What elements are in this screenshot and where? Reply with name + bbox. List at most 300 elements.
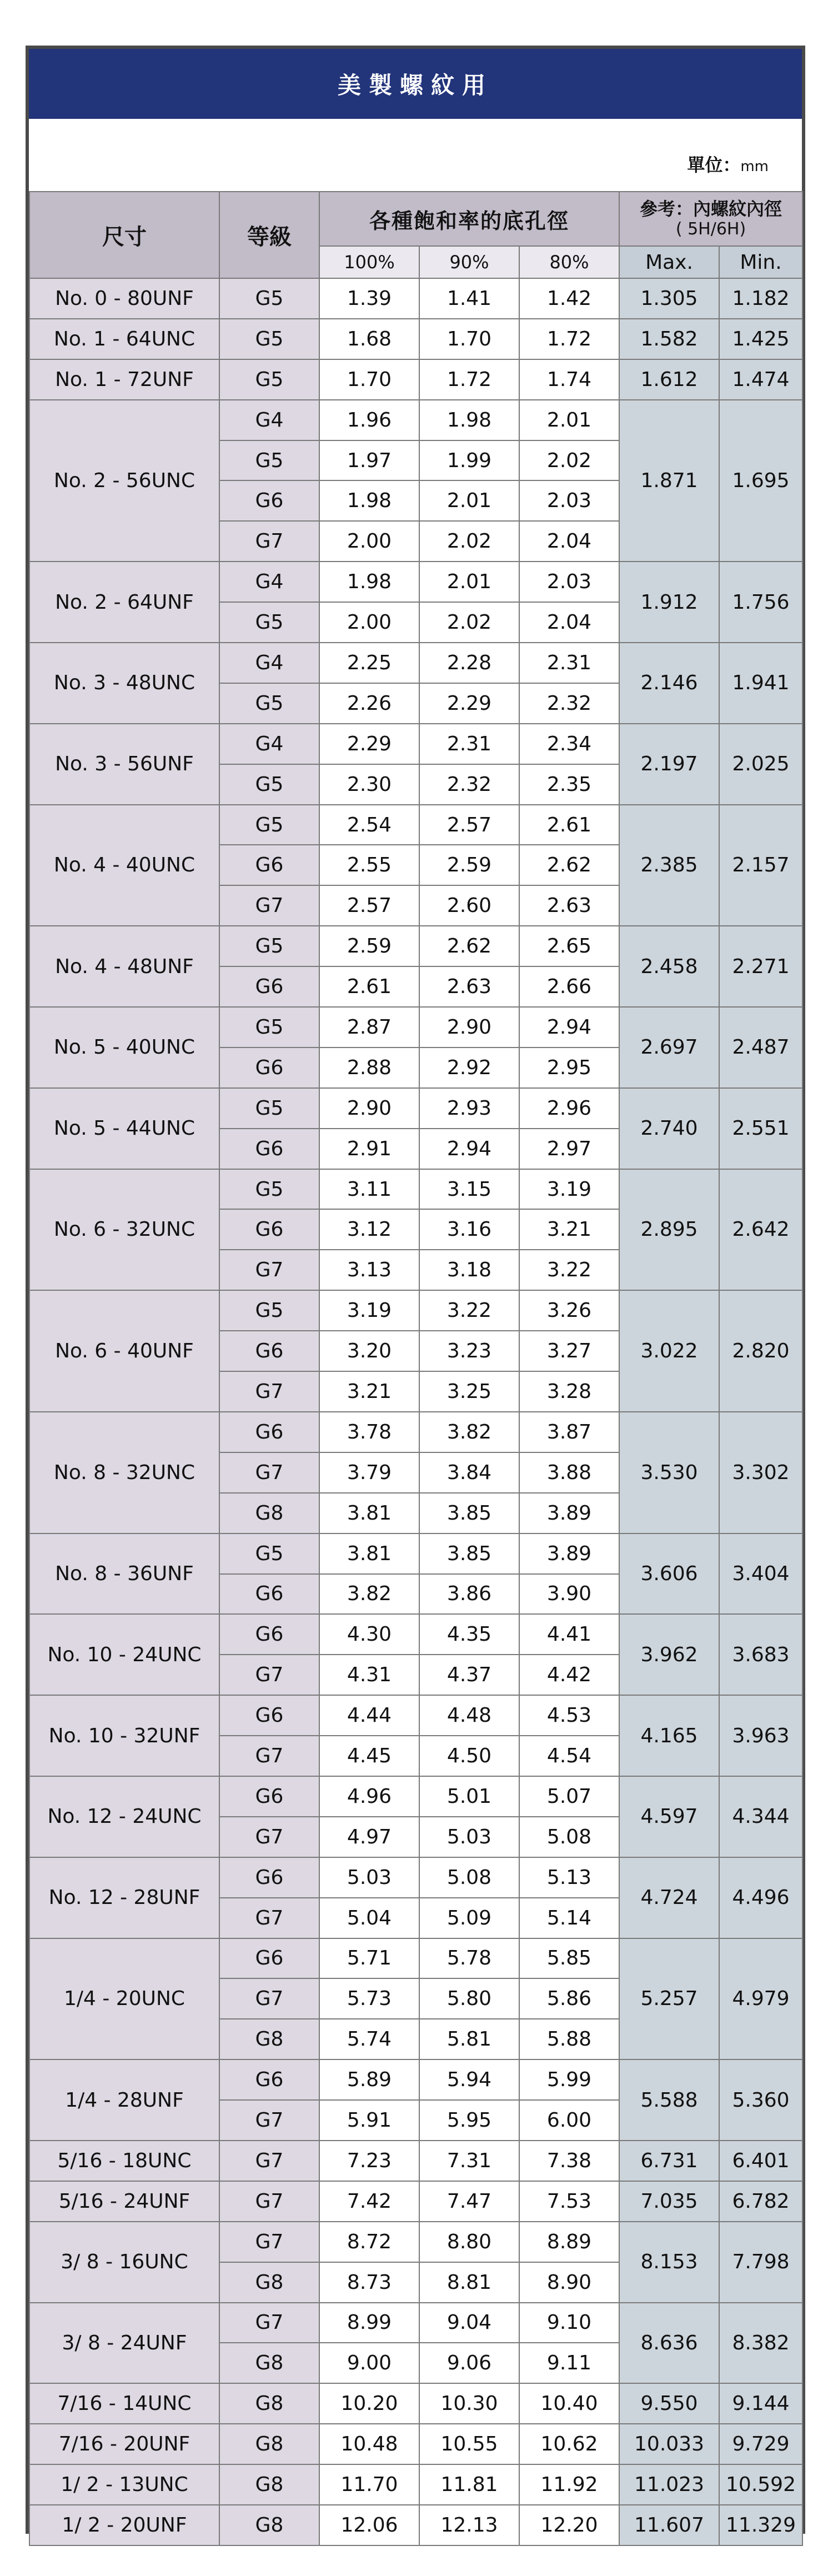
table-row <box>29 2181 802 2222</box>
drill-80-cell: 5.85 <box>519 1938 619 1979</box>
ref-min-cell: 4.496 <box>719 1857 802 1938</box>
drill-100-cell: 5.74 <box>319 2019 419 2059</box>
ref-max-cell: 9.550 <box>619 2383 719 2424</box>
drill-100-cell: 4.31 <box>319 1655 419 1695</box>
drill-100-cell: 3.79 <box>319 1452 419 1493</box>
header-100: 100% <box>319 246 419 278</box>
table-row <box>29 1169 802 1210</box>
size-cell: No. 6 - 32UNC <box>29 1169 219 1291</box>
grade-cell: G8 <box>219 2464 319 2505</box>
ref-min-cell: 1.695 <box>719 400 802 562</box>
grade-cell: G8 <box>219 2424 319 2464</box>
grade-cell: G5 <box>219 1088 319 1129</box>
drill-80-cell: 3.26 <box>519 1290 619 1331</box>
size-cell: No. 4 - 48UNF <box>29 926 219 1007</box>
ref-min-cell: 3.683 <box>719 1614 802 1695</box>
grade-cell: G5 <box>219 683 319 724</box>
grade-cell: G6 <box>219 845 319 885</box>
grade-cell: G5 <box>219 602 319 643</box>
ref-min-cell: 5.360 <box>719 2059 802 2141</box>
drill-80-cell: 12.20 <box>519 2505 619 2545</box>
size-cell: 1/ 2 - 13UNC <box>29 2464 219 2505</box>
drill-100-cell: 5.73 <box>319 1978 419 2019</box>
drill-100-cell: 4.96 <box>319 1776 419 1817</box>
drill-80-cell: 2.96 <box>519 1088 619 1129</box>
drill-90-cell: 5.95 <box>419 2100 519 2141</box>
size-cell: 7/16 - 20UNF <box>29 2424 219 2464</box>
table-row <box>29 805 802 845</box>
size-cell: No. 2 - 56UNC <box>29 400 219 562</box>
drill-80-cell: 2.35 <box>519 764 619 805</box>
drill-100-cell: 2.91 <box>319 1129 419 1169</box>
grade-cell: G4 <box>219 562 319 602</box>
drill-80-cell: 3.19 <box>519 1169 619 1210</box>
size-cell: No. 3 - 56UNF <box>29 724 219 805</box>
size-cell: No. 2 - 64UNF <box>29 562 219 643</box>
table-row <box>29 2505 802 2545</box>
drill-90-cell: 2.63 <box>419 966 519 1007</box>
drill-80-cell: 3.21 <box>519 1209 619 1250</box>
drill-100-cell: 3.21 <box>319 1371 419 1412</box>
header-reference <box>619 192 802 246</box>
drill-100-cell: 5.71 <box>319 1938 419 1979</box>
grade-cell: G7 <box>219 1250 319 1290</box>
size-cell: No. 8 - 36UNF <box>29 1533 219 1615</box>
grade-cell: G7 <box>219 2303 319 2343</box>
drill-100-cell: 3.20 <box>319 1331 419 1371</box>
grade-cell: G7 <box>219 1978 319 2019</box>
drill-90-cell: 1.41 <box>419 278 519 319</box>
grade-cell: G5 <box>219 1533 319 1574</box>
drill-90-cell: 5.08 <box>419 1857 519 1898</box>
header-max: Max. <box>619 246 719 278</box>
drill-90-cell: 4.37 <box>419 1655 519 1695</box>
ref-min-cell: 10.592 <box>719 2464 802 2505</box>
ref-max-cell: 1.871 <box>619 400 719 562</box>
drill-90-cell: 1.99 <box>419 440 519 481</box>
ref-min-cell: 1.941 <box>719 643 802 724</box>
drill-80-cell: 2.03 <box>519 562 619 602</box>
drill-90-cell: 2.32 <box>419 764 519 805</box>
drill-80-cell: 4.53 <box>519 1695 619 1736</box>
grade-cell: G7 <box>219 1655 319 1695</box>
grade-cell: G5 <box>219 1007 319 1048</box>
ref-max-cell: 4.724 <box>619 1857 719 1938</box>
drill-100-cell: 3.81 <box>319 1493 419 1533</box>
table-row <box>29 2303 802 2343</box>
grade-cell: G7 <box>219 1898 319 1938</box>
drill-90-cell: 4.35 <box>419 1614 519 1655</box>
size-cell: No. 5 - 44UNC <box>29 1088 219 1169</box>
header-reference-line2: ( 5H/6H) <box>675 219 746 239</box>
drill-100-cell: 5.03 <box>319 1857 419 1898</box>
grade-cell: G5 <box>219 764 319 805</box>
ref-max-cell: 2.197 <box>619 724 719 805</box>
drill-80-cell: 2.04 <box>519 602 619 643</box>
grade-cell: G6 <box>219 1048 319 1088</box>
drill-100-cell: 4.97 <box>319 1817 419 1857</box>
table-row <box>29 359 802 400</box>
ref-min-cell: 1.756 <box>719 562 802 643</box>
drill-100-cell: 2.61 <box>319 966 419 1007</box>
size-cell: No. 3 - 48UNC <box>29 643 219 724</box>
drill-100-cell: 7.23 <box>319 2141 419 2181</box>
drill-100-cell: 5.91 <box>319 2100 419 2141</box>
grade-cell: G6 <box>219 1857 319 1898</box>
grade-cell: G5 <box>219 278 319 319</box>
ref-max-cell: 7.035 <box>619 2181 719 2222</box>
size-cell: 5/16 - 18UNC <box>29 2141 219 2181</box>
grade-cell: G8 <box>219 2262 319 2303</box>
header-80: 80% <box>519 246 619 278</box>
drill-90-cell: 2.01 <box>419 480 519 521</box>
drill-80-cell: 3.28 <box>519 1371 619 1412</box>
ref-min-cell: 6.782 <box>719 2181 802 2222</box>
size-cell: No. 10 - 24UNC <box>29 1614 219 1695</box>
grade-cell: G7 <box>219 885 319 926</box>
drill-80-cell: 2.61 <box>519 805 619 845</box>
drill-80-cell: 6.00 <box>519 2100 619 2141</box>
table-row <box>29 1938 802 1979</box>
drill-80-cell: 5.13 <box>519 1857 619 1898</box>
drill-90-cell: 10.30 <box>419 2383 519 2424</box>
grade-cell: G5 <box>219 1290 319 1331</box>
grade-cell: G6 <box>219 1412 319 1452</box>
grade-cell: G6 <box>219 1938 319 1979</box>
ref-min-cell: 9.729 <box>719 2424 802 2464</box>
ref-max-cell: 10.033 <box>619 2424 719 2464</box>
drill-90-cell: 2.94 <box>419 1129 519 1169</box>
ref-max-cell: 8.153 <box>619 2222 719 2303</box>
drill-90-cell: 5.03 <box>419 1817 519 1857</box>
drill-90-cell: 3.85 <box>419 1533 519 1574</box>
table-row <box>29 2141 802 2181</box>
ref-min-cell: 2.642 <box>719 1169 802 1291</box>
drill-100-cell: 8.99 <box>319 2303 419 2343</box>
drill-100-cell: 9.00 <box>319 2343 419 2383</box>
ref-max-cell: 1.305 <box>619 278 719 319</box>
grade-cell: G7 <box>219 521 319 562</box>
size-cell: No. 1 - 72UNF <box>29 359 219 400</box>
drill-90-cell: 5.01 <box>419 1776 519 1817</box>
ref-min-cell: 2.025 <box>719 724 802 805</box>
ref-max-cell: 11.607 <box>619 2505 719 2545</box>
ref-min-cell: 9.144 <box>719 2383 802 2424</box>
drill-90-cell: 1.98 <box>419 400 519 440</box>
table-row <box>29 1290 802 1331</box>
size-cell: 1/4 - 20UNC <box>29 1938 219 2060</box>
drill-size-table <box>29 191 803 2546</box>
drill-100-cell: 2.87 <box>319 1007 419 1048</box>
drill-100-cell: 2.57 <box>319 885 419 926</box>
grade-cell: G8 <box>219 2383 319 2424</box>
drill-80-cell: 5.88 <box>519 2019 619 2059</box>
drill-100-cell: 5.89 <box>319 2059 419 2100</box>
ref-min-cell: 1.182 <box>719 278 802 319</box>
drill-80-cell: 4.41 <box>519 1614 619 1655</box>
table-row <box>29 2059 802 2100</box>
grade-cell: G6 <box>219 1129 319 1169</box>
grade-cell: G8 <box>219 2019 319 2059</box>
grade-cell: G7 <box>219 1371 319 1412</box>
table-row <box>29 2383 802 2424</box>
grade-cell: G6 <box>219 1695 319 1736</box>
drill-80-cell: 3.89 <box>519 1533 619 1574</box>
ref-min-cell: 1.425 <box>719 319 802 359</box>
drill-80-cell: 2.03 <box>519 480 619 521</box>
drill-90-cell: 5.80 <box>419 1978 519 2019</box>
size-cell: 3/ 8 - 16UNC <box>29 2222 219 2303</box>
grade-cell: G7 <box>219 1736 319 1776</box>
grade-cell: G5 <box>219 440 319 481</box>
size-cell: No. 12 - 28UNF <box>29 1857 219 1938</box>
drill-100-cell: 3.13 <box>319 1250 419 1290</box>
drill-80-cell: 2.97 <box>519 1129 619 1169</box>
drill-90-cell: 2.93 <box>419 1088 519 1129</box>
drill-100-cell: 5.04 <box>319 1898 419 1938</box>
drill-80-cell: 2.66 <box>519 966 619 1007</box>
size-cell: No. 8 - 32UNC <box>29 1412 219 1533</box>
header-90: 90% <box>419 246 519 278</box>
drill-80-cell: 11.92 <box>519 2464 619 2505</box>
grade-cell: G6 <box>219 1209 319 1250</box>
table-row <box>29 562 802 602</box>
ref-min-cell: 2.157 <box>719 805 802 926</box>
drill-100-cell: 3.78 <box>319 1412 419 1452</box>
unit-row <box>29 119 802 191</box>
grade-cell: G6 <box>219 1331 319 1371</box>
ref-max-cell: 4.165 <box>619 1695 719 1776</box>
drill-100-cell: 3.82 <box>319 1574 419 1615</box>
drill-90-cell: 1.72 <box>419 359 519 400</box>
ref-min-cell: 2.820 <box>719 1290 802 1412</box>
drill-90-cell: 2.29 <box>419 683 519 724</box>
grade-cell: G5 <box>219 1169 319 1210</box>
table-body <box>29 278 802 2545</box>
ref-max-cell: 2.146 <box>619 643 719 724</box>
table-row <box>29 643 802 683</box>
drill-100-cell: 4.45 <box>319 1736 419 1776</box>
table-row <box>29 1533 802 1574</box>
ref-max-cell: 6.731 <box>619 2141 719 2181</box>
drill-90-cell: 2.62 <box>419 926 519 966</box>
ref-min-cell: 4.979 <box>719 1938 802 2060</box>
drill-100-cell: 2.59 <box>319 926 419 966</box>
grade-cell: G7 <box>219 2100 319 2141</box>
drill-80-cell: 3.90 <box>519 1574 619 1615</box>
drill-90-cell: 3.22 <box>419 1290 519 1331</box>
drill-100-cell: 4.44 <box>319 1695 419 1736</box>
ref-max-cell: 2.895 <box>619 1169 719 1291</box>
grade-cell: G7 <box>219 2181 319 2222</box>
ref-max-cell: 8.636 <box>619 2303 719 2384</box>
grade-cell: G6 <box>219 1614 319 1655</box>
ref-min-cell: 3.404 <box>719 1533 802 1615</box>
size-cell: No. 4 - 40UNC <box>29 805 219 926</box>
drill-80-cell: 2.32 <box>519 683 619 724</box>
grade-cell: G7 <box>219 1817 319 1857</box>
table-row <box>29 724 802 764</box>
size-cell: 1/4 - 28UNF <box>29 2059 219 2141</box>
ref-min-cell: 4.344 <box>719 1776 802 1857</box>
drill-90-cell: 3.25 <box>419 1371 519 1412</box>
table-row <box>29 278 802 319</box>
table-row <box>29 2424 802 2464</box>
ref-min-cell: 2.487 <box>719 1007 802 1088</box>
drill-90-cell: 5.94 <box>419 2059 519 2100</box>
ref-min-cell: 11.329 <box>719 2505 802 2545</box>
grade-cell: G5 <box>219 926 319 966</box>
drill-80-cell: 4.54 <box>519 1736 619 1776</box>
table-row <box>29 2464 802 2505</box>
table-row <box>29 400 802 440</box>
drill-100-cell: 2.25 <box>319 643 419 683</box>
drill-100-cell: 1.97 <box>319 440 419 481</box>
ref-min-cell: 3.963 <box>719 1695 802 1776</box>
drill-90-cell: 2.60 <box>419 885 519 926</box>
drill-80-cell: 2.01 <box>519 400 619 440</box>
drill-90-cell: 12.13 <box>419 2505 519 2545</box>
table-row <box>29 1857 802 1898</box>
drill-80-cell: 2.94 <box>519 1007 619 1048</box>
drill-90-cell: 8.81 <box>419 2262 519 2303</box>
grade-cell: G8 <box>219 1493 319 1533</box>
header-size: 尺寸 <box>29 192 219 278</box>
drill-90-cell: 7.31 <box>419 2141 519 2181</box>
ref-max-cell: 3.606 <box>619 1533 719 1615</box>
drill-100-cell: 3.19 <box>319 1290 419 1331</box>
unit-value: mm <box>740 158 769 175</box>
drill-100-cell: 2.00 <box>319 521 419 562</box>
drill-90-cell: 2.92 <box>419 1048 519 1088</box>
ref-max-cell: 1.612 <box>619 359 719 400</box>
ref-max-cell: 2.740 <box>619 1088 719 1169</box>
grade-cell: G5 <box>219 319 319 359</box>
drill-80-cell: 3.87 <box>519 1412 619 1452</box>
drill-80-cell: 5.07 <box>519 1776 619 1817</box>
drill-90-cell: 3.23 <box>419 1331 519 1371</box>
drill-80-cell: 8.90 <box>519 2262 619 2303</box>
grade-cell: G5 <box>219 805 319 845</box>
drill-90-cell: 10.55 <box>419 2424 519 2464</box>
table-row <box>29 1007 802 1048</box>
drill-90-cell: 11.81 <box>419 2464 519 2505</box>
drill-90-cell: 3.18 <box>419 1250 519 1290</box>
drill-80-cell: 2.34 <box>519 724 619 764</box>
header-reference-line1: 參考：內螺紋內徑 <box>640 198 782 219</box>
table-row <box>29 319 802 359</box>
size-cell: No. 0 - 80UNF <box>29 278 219 319</box>
drill-90-cell: 3.86 <box>419 1574 519 1615</box>
drill-90-cell: 9.06 <box>419 2343 519 2383</box>
grade-cell: G4 <box>219 724 319 764</box>
drill-90-cell: 4.50 <box>419 1736 519 1776</box>
header-grade: 等級 <box>219 192 319 278</box>
grade-cell: G6 <box>219 480 319 521</box>
drill-100-cell: 1.96 <box>319 400 419 440</box>
drill-100-cell: 3.11 <box>319 1169 419 1210</box>
drill-90-cell: 2.28 <box>419 643 519 683</box>
drill-80-cell: 7.53 <box>519 2181 619 2222</box>
ref-max-cell: 2.458 <box>619 926 719 1007</box>
tap-drill-chart <box>26 46 805 2537</box>
drill-100-cell: 1.70 <box>319 359 419 400</box>
size-cell: No. 1 - 64UNC <box>29 319 219 359</box>
drill-90-cell: 2.02 <box>419 521 519 562</box>
drill-80-cell: 2.02 <box>519 440 619 481</box>
drill-90-cell: 3.84 <box>419 1452 519 1493</box>
grade-cell: G8 <box>219 2343 319 2383</box>
ref-min-cell: 2.271 <box>719 926 802 1007</box>
ref-max-cell: 3.530 <box>619 1412 719 1533</box>
drill-80-cell: 7.38 <box>519 2141 619 2181</box>
drill-100-cell: 2.88 <box>319 1048 419 1088</box>
grade-cell: G6 <box>219 2059 319 2100</box>
drill-80-cell: 10.62 <box>519 2424 619 2464</box>
drill-100-cell: 1.98 <box>319 480 419 521</box>
grade-cell: G6 <box>219 966 319 1007</box>
table-row <box>29 1614 802 1655</box>
drill-80-cell: 4.42 <box>519 1655 619 1695</box>
drill-90-cell: 2.02 <box>419 602 519 643</box>
drill-80-cell: 2.31 <box>519 643 619 683</box>
grade-cell: G4 <box>219 643 319 683</box>
table-row <box>29 1776 802 1817</box>
drill-100-cell: 2.90 <box>319 1088 419 1129</box>
header-drill-group: 各種飽和率的底孔徑 <box>319 192 619 246</box>
drill-90-cell: 7.47 <box>419 2181 519 2222</box>
drill-100-cell: 8.72 <box>319 2222 419 2262</box>
drill-100-cell: 2.26 <box>319 683 419 724</box>
drill-80-cell: 9.10 <box>519 2303 619 2343</box>
ref-max-cell: 2.385 <box>619 805 719 926</box>
drill-100-cell: 2.30 <box>319 764 419 805</box>
drill-80-cell: 5.86 <box>519 1978 619 2019</box>
drill-80-cell: 9.11 <box>519 2343 619 2383</box>
ref-min-cell: 8.382 <box>719 2303 802 2384</box>
drill-90-cell: 1.70 <box>419 319 519 359</box>
drill-100-cell: 11.70 <box>319 2464 419 2505</box>
ref-max-cell: 5.588 <box>619 2059 719 2141</box>
drill-100-cell: 1.68 <box>319 319 419 359</box>
grade-cell: G6 <box>219 1776 319 1817</box>
drill-90-cell: 4.48 <box>419 1695 519 1736</box>
ref-max-cell: 3.962 <box>619 1614 719 1695</box>
drill-80-cell: 5.14 <box>519 1898 619 1938</box>
ref-min-cell: 7.798 <box>719 2222 802 2303</box>
drill-90-cell: 5.81 <box>419 2019 519 2059</box>
size-cell: No. 12 - 24UNC <box>29 1776 219 1857</box>
drill-80-cell: 2.62 <box>519 845 619 885</box>
grade-cell: G6 <box>219 1574 319 1615</box>
drill-100-cell: 7.42 <box>319 2181 419 2222</box>
ref-max-cell: 2.697 <box>619 1007 719 1088</box>
size-cell: 5/16 - 24UNF <box>29 2181 219 2222</box>
ref-min-cell: 6.401 <box>719 2141 802 2181</box>
drill-80-cell: 2.04 <box>519 521 619 562</box>
ref-max-cell: 1.912 <box>619 562 719 643</box>
drill-100-cell: 2.29 <box>319 724 419 764</box>
ref-max-cell: 4.597 <box>619 1776 719 1857</box>
drill-100-cell: 1.39 <box>319 278 419 319</box>
drill-100-cell: 3.12 <box>319 1209 419 1250</box>
drill-80-cell: 2.65 <box>519 926 619 966</box>
drill-90-cell: 2.01 <box>419 562 519 602</box>
table-row <box>29 1412 802 1452</box>
drill-80-cell: 10.40 <box>519 2383 619 2424</box>
grade-cell: G8 <box>219 2505 319 2545</box>
table-row <box>29 1088 802 1129</box>
